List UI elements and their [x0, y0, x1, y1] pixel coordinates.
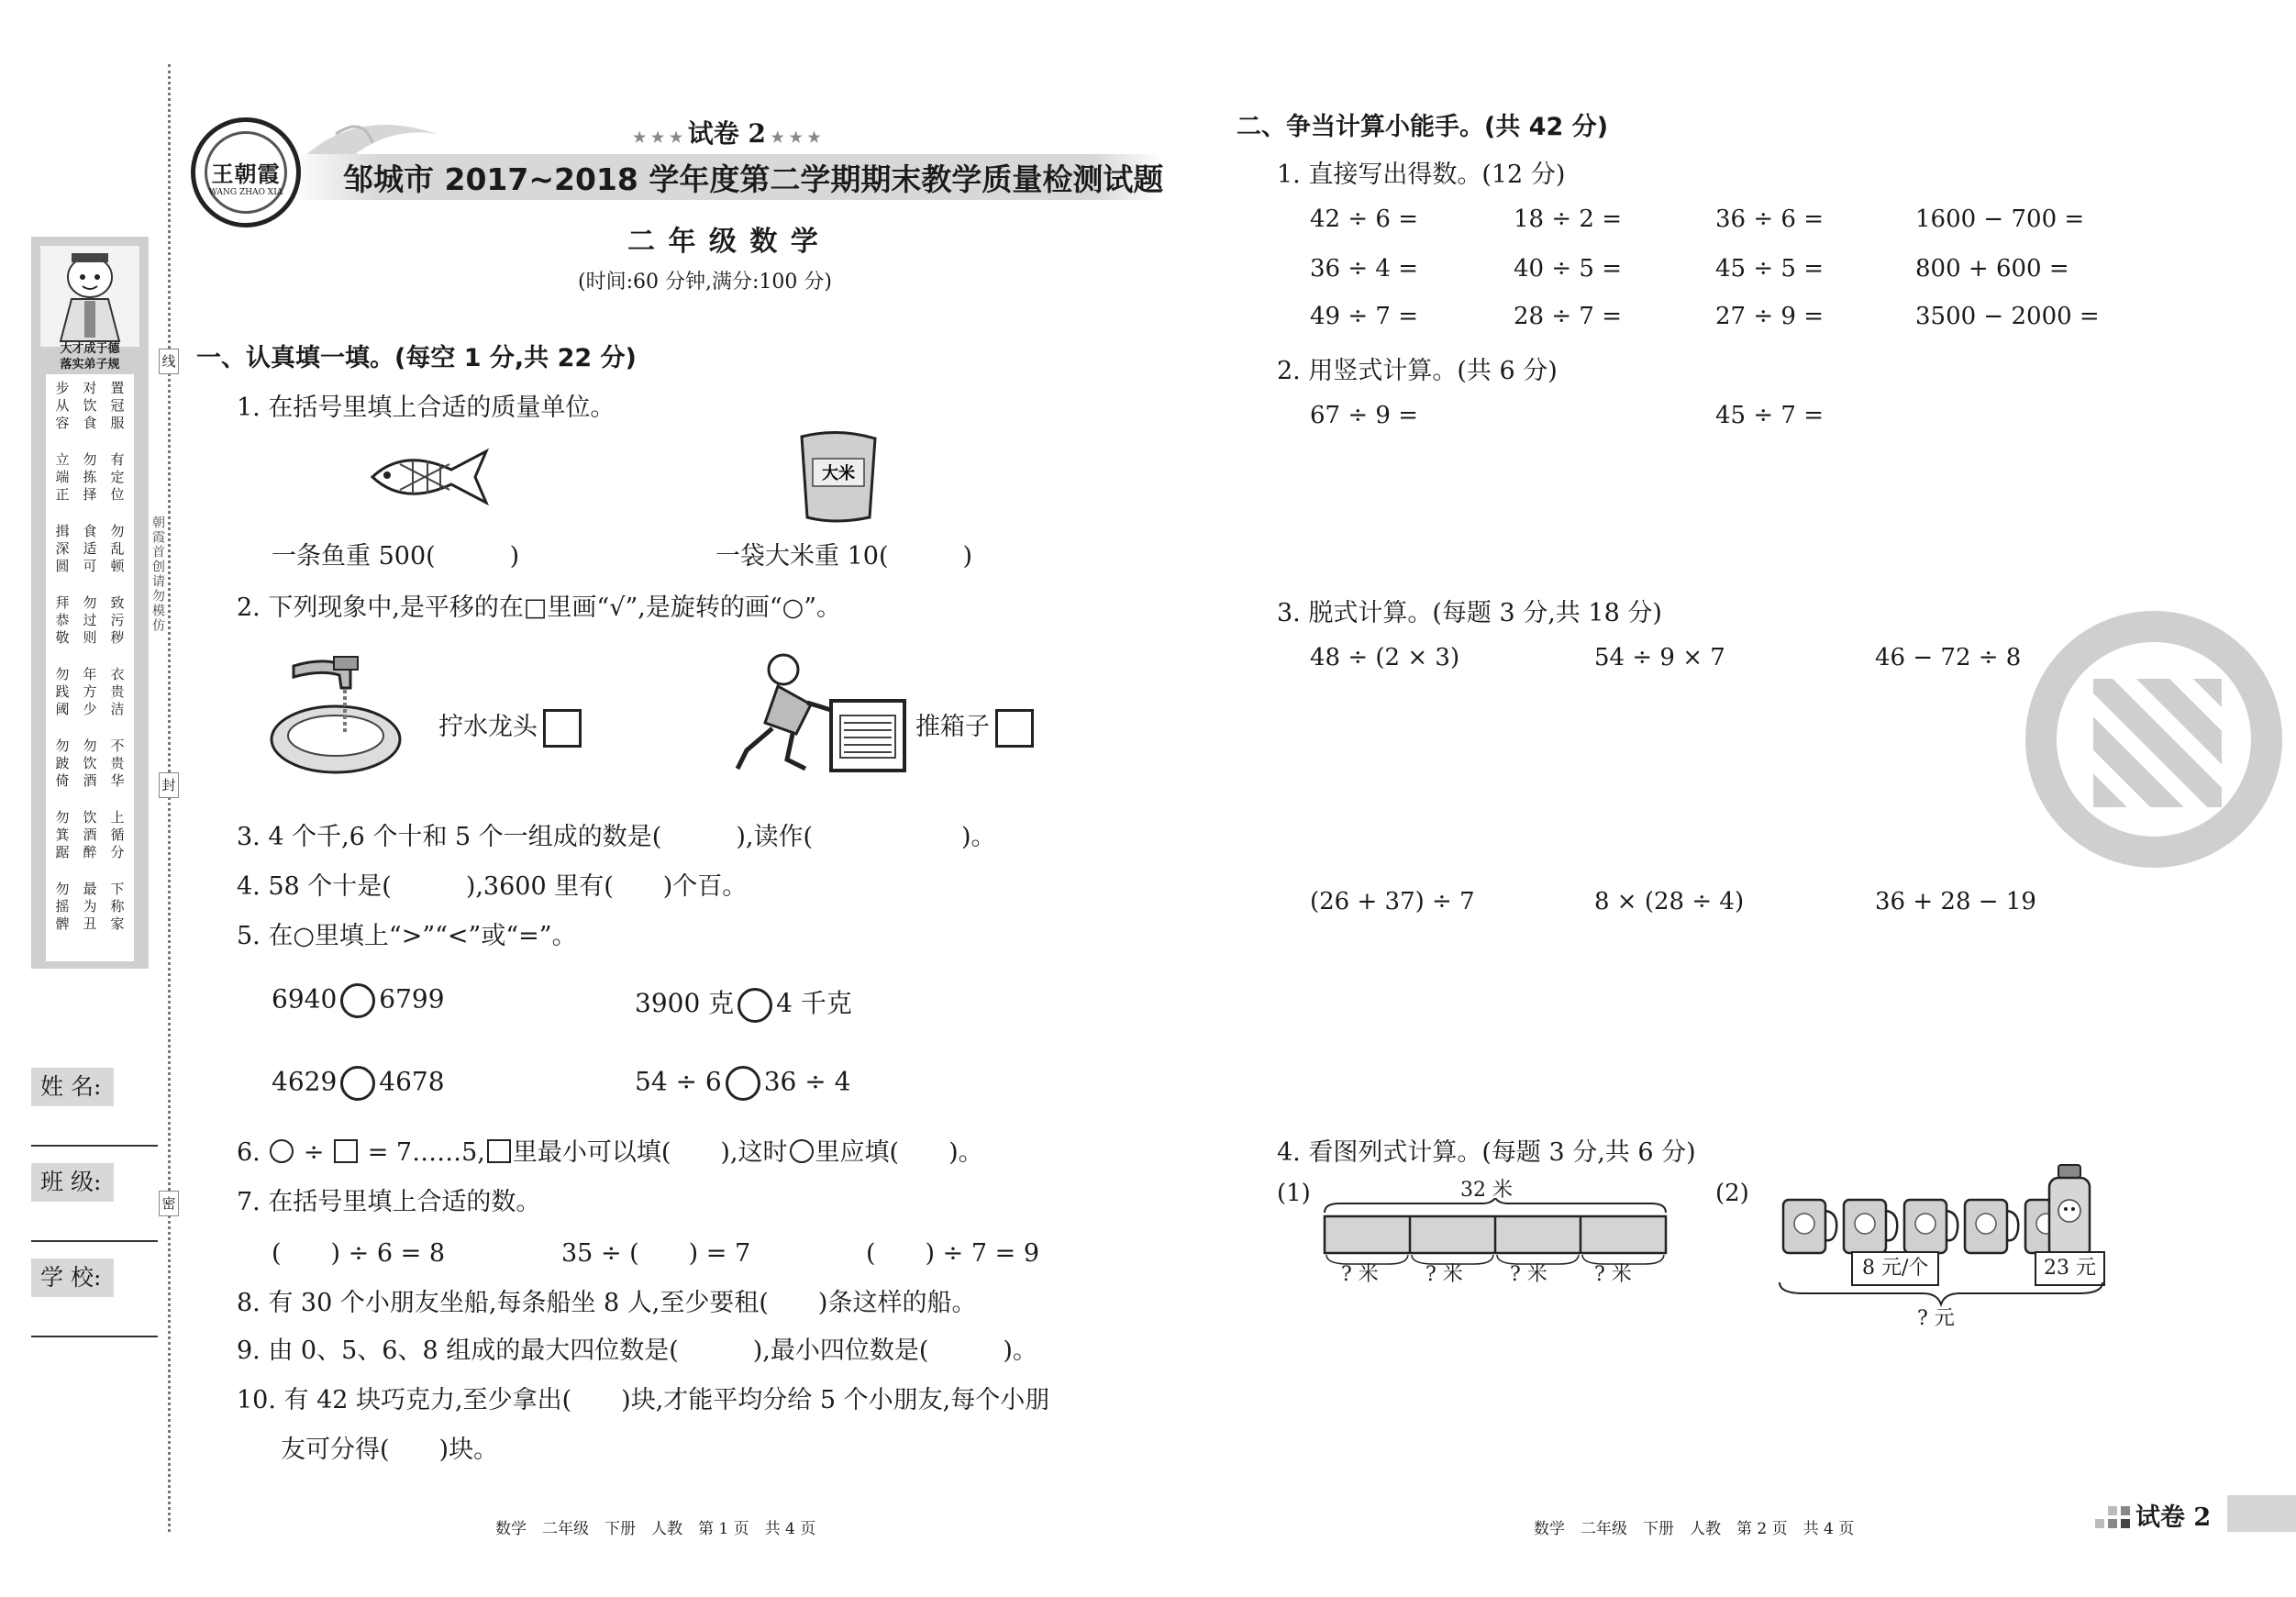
binding-mark-secret: 密 [159, 1191, 179, 1216]
q5-compare-3: 4629 4678 [272, 1066, 445, 1101]
s2-q3-item: 54 ÷ 9 × 7 [1594, 644, 1725, 671]
q5-compare-circle-4[interactable] [726, 1066, 760, 1101]
q6-square-symbol [487, 1139, 511, 1163]
s2-q3-item: 8 × (28 ÷ 4) [1594, 888, 1745, 915]
rule-group: 勿摇髀 最为丑 下称家 [55, 881, 125, 932]
s2-q1-item: 3500 − 2000 = [1915, 303, 2100, 330]
cartoon-boy-icon [40, 246, 139, 347]
q2-box-answer-box[interactable] [995, 709, 1034, 748]
vertical-note-original: 朝霞首创 [150, 516, 165, 574]
rule-group: 立端正 勿拣择 有定位 [55, 451, 125, 503]
s2-q4-text: 4. 看图列式计算。(每题 3 分,共 6 分) [1277, 1138, 1696, 1167]
q2-box-label: 推箱子 [915, 713, 990, 741]
name-field[interactable] [31, 1145, 158, 1147]
binding-mark-seal: 封 [159, 772, 179, 798]
q10-text-line2: 友可分得( )块。 [281, 1436, 499, 1464]
corner-squares-icon [2093, 1501, 2135, 1530]
s2-q1-item: 1600 − 700 = [1915, 205, 2085, 233]
s2-q2-text: 2. 用竖式计算。(共 6 分) [1277, 357, 1558, 385]
q5-compare-2: 3900 克 4 千克 [635, 983, 852, 1023]
page-title: 邹城市 2017~2018 学年度第二学期期末教学质量检测试题 [343, 161, 1164, 197]
corner-tag: 试卷 2 [2135, 1503, 2212, 1532]
q2-faucet-answer-box[interactable] [543, 709, 582, 748]
rule-group: 勿箕踞 饮酒醉 上循分 [55, 809, 125, 860]
q10-text-line1: 10. 有 42 块巧克力,至少拿出( )块,才能平均分给 5 个小朋友,每个小朋 [237, 1386, 1050, 1414]
rule-group: 步从容 对饮食 置冠服 [55, 380, 125, 431]
q2-box-item [915, 706, 1034, 748]
segment-part-label: ? 米 [1594, 1263, 1632, 1286]
secret-watermark-icon [2025, 611, 2282, 868]
q5-text: 5. 在○里填上“>”“<”或“=”。 [237, 922, 577, 950]
bottle-price-tag: 23 元 [2035, 1251, 2105, 1286]
s2-q4-1-label: (1) [1277, 1180, 1311, 1207]
segment-part-label: ? 米 [1341, 1263, 1379, 1286]
s2-q1-item: 28 ÷ 7 = [1514, 303, 1622, 330]
seal-logo-subtext: WANG ZHAO XIA [208, 188, 283, 197]
q3-text: 3. 4 个千,6 个十和 5 个一组成的数是( ),读作( )。 [237, 823, 996, 851]
s2-q1-item: 36 ÷ 6 = [1715, 205, 1824, 233]
segment-part-label: ? 米 [1425, 1263, 1463, 1286]
sidebar-panel [31, 237, 149, 969]
page2-footer: 数学 二年级 下册 人教 第 2 页 共 4 页 [1534, 1520, 1855, 1538]
q1-fish-text: 一条鱼重 500( ) [272, 542, 520, 571]
disciple-rules-box [46, 374, 134, 961]
binding-mark-line: 线 [159, 349, 179, 374]
q2-faucet-label: 拧水龙头 [438, 713, 538, 741]
rice-bag-icon [793, 427, 884, 523]
s2-q3-text: 3. 脱式计算。(每题 3 分,共 18 分) [1277, 599, 1662, 627]
s2-q1-item: 40 ÷ 5 = [1514, 255, 1622, 283]
q7-item-1: ( ) ÷ 6 = 8 [272, 1239, 445, 1268]
q7-text: 7. 在括号里填上合适的数。 [237, 1188, 541, 1216]
s2-q1-item: 18 ÷ 2 = [1514, 205, 1622, 233]
s2-q3-item: 46 − 72 ÷ 8 [1875, 644, 2022, 671]
s2-q1-text: 1. 直接写出得数。(12 分) [1277, 161, 1566, 189]
seal-logo-text: 王朝霞 [211, 161, 281, 187]
s2-q4-1-total: 32 米 [1460, 1179, 1513, 1202]
seal-inner [205, 131, 287, 214]
s2-q1-item: 49 ÷ 7 = [1310, 303, 1418, 330]
q8-text: 8. 有 30 个小朋友坐船,每条船坐 8 人,至少要租( )条这样的船。 [237, 1289, 977, 1317]
section1-title: 一、认真填一填。(每空 1 分,共 22 分) [196, 344, 637, 372]
time-info: (时间:60 分钟,满分:100 分) [578, 271, 832, 294]
section2-title: 二、争当计算小能手。(共 42 分) [1237, 113, 1609, 141]
s2-q3-item: 48 ÷ (2 × 3) [1310, 644, 1460, 671]
cup-price-tag: 8 元/个 [1851, 1251, 1939, 1286]
rice-bag-label: 大米 [822, 464, 855, 483]
series-label: ★ ★ ★ 试卷 2 ★ ★ ★ [633, 118, 821, 149]
q2-faucet-item [438, 706, 582, 748]
class-label: 班 级: [31, 1163, 114, 1202]
q1-rice-text: 一袋大米重 10( ) [715, 542, 973, 571]
q5-compare-circle-2[interactable] [738, 988, 772, 1023]
rule-group: 勿践阈 年方少 衣贵洁 [55, 666, 125, 717]
boy-pushing-box-icon [728, 649, 912, 778]
q5-compare-circle-3[interactable] [340, 1066, 375, 1101]
s2-q1-item: 27 ÷ 9 = [1715, 303, 1824, 330]
s2-q2-item: 67 ÷ 9 = [1310, 402, 1418, 429]
motto-text: 大才成于德 落实弟子规 [60, 342, 120, 372]
name-label: 姓 名: [31, 1068, 114, 1106]
q6-square-symbol [334, 1139, 358, 1163]
q9-text: 9. 由 0、5、6、8 组成的最大四位数是( ),最小四位数是( )。 [237, 1336, 1037, 1365]
q5-compare-circle-1[interactable] [340, 983, 375, 1018]
brand-seal-logo [191, 117, 301, 227]
binding-dashed-line [168, 64, 171, 1532]
school-label: 学 校: [31, 1259, 114, 1297]
s2-q3-item: (26 + 37) ÷ 7 [1310, 888, 1475, 915]
rule-group: 揖深圆 食适可 勿乱顿 [55, 523, 125, 574]
q6-circle-symbol [270, 1139, 294, 1163]
rule-group: 拜恭敬 勿过则 致污秽 [55, 594, 125, 646]
q4-text: 4. 58 个十是( ),3600 里有( )个百。 [237, 872, 748, 901]
s2-q4-2-total: ? 元 [1917, 1307, 1955, 1330]
s2-q2-item: 45 ÷ 7 = [1715, 402, 1824, 429]
s2-q3-item: 36 + 28 − 19 [1875, 888, 2036, 915]
school-field[interactable] [31, 1336, 158, 1337]
q6-text: 6. ÷ = 7……5, 里最小可以填( ),这时 里应填( )。 [237, 1138, 983, 1167]
q2-text: 2. 下列现象中,是平移的在□里画“√”,是旋转的画“○”。 [237, 593, 841, 622]
q6-circle-symbol [790, 1139, 814, 1163]
rule-group: 勿跛倚 勿饮酒 不贵华 [55, 738, 125, 789]
q7-item-3: ( ) ÷ 7 = 9 [866, 1239, 1039, 1268]
q1-text: 1. 在括号里填上合适的质量单位。 [237, 394, 616, 422]
s2-q1-item: 800 + 600 = [1915, 255, 2069, 283]
s2-q1-item: 36 ÷ 4 = [1310, 255, 1418, 283]
segment-part-label: ? 米 [1510, 1263, 1547, 1286]
vertical-note-no-copy: 请勿模仿 [150, 574, 165, 633]
s2-q1-item: 45 ÷ 5 = [1715, 255, 1824, 283]
corner-tag-band [2227, 1495, 2296, 1532]
subject-title: 二 年 级 数 学 [627, 226, 820, 258]
q5-compare-1: 6940 6799 [272, 983, 445, 1018]
faucet-sink-icon [266, 651, 404, 780]
page1-footer: 数学 二年级 下册 人教 第 1 页 共 4 页 [495, 1520, 816, 1538]
q7-item-2: 35 ÷ ( ) = 7 [561, 1239, 751, 1268]
q5-compare-4: 54 ÷ 6 36 ÷ 4 [635, 1066, 850, 1101]
s2-q4-2-label: (2) [1715, 1180, 1749, 1207]
fish-icon [367, 444, 492, 510]
class-field[interactable] [31, 1240, 158, 1242]
s2-q1-item: 42 ÷ 6 = [1310, 205, 1418, 233]
water-bottle-icon [2042, 1161, 2097, 1262]
